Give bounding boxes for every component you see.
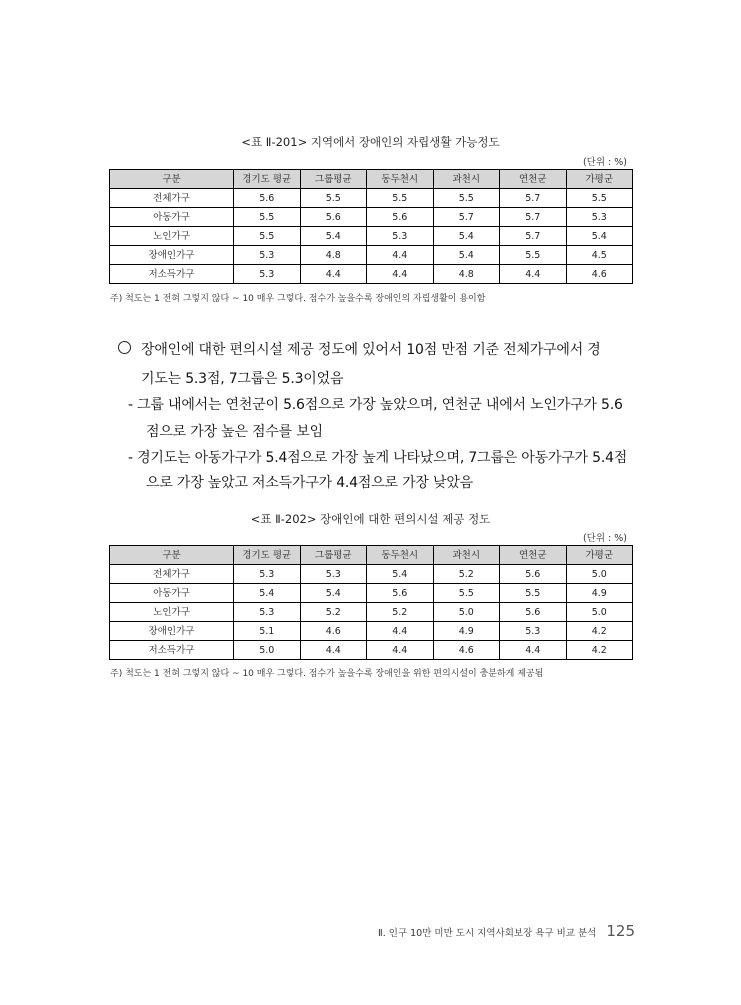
table2-header-cell: 연천군: [500, 546, 567, 565]
table-cell: 5.3: [234, 603, 301, 622]
table-cell: 4.4: [367, 246, 434, 265]
table-cell: 5.6: [367, 584, 434, 603]
table2: [109, 545, 633, 660]
table-cell: 4.2: [566, 641, 633, 660]
table-cell: 저소득가구: [110, 641, 234, 660]
page-number: 125: [606, 922, 635, 940]
table-cell: 5.6: [300, 208, 367, 227]
table-cell: 5.5: [500, 246, 567, 265]
table-cell: 4.4: [367, 641, 434, 660]
table1-header-cell: 연천군: [500, 170, 567, 189]
table-cell: 5.7: [433, 208, 500, 227]
table-cell: 5.6: [367, 208, 434, 227]
table-cell: 5.0: [566, 603, 633, 622]
table-cell: 5.0: [433, 603, 500, 622]
paragraph-line: - 그룹 내에서는 연천군이 5.6점으로 가장 높았으며, 연천군 내에서 노인가구가 5.6: [128, 397, 623, 413]
table-cell: 노인가구: [110, 603, 234, 622]
table-cell: 5.4: [367, 565, 434, 584]
table-cell: 5.5: [234, 208, 301, 227]
table-cell: 5.0: [566, 565, 633, 584]
table-cell: 4.5: [566, 246, 633, 265]
table2-header-row: [110, 546, 633, 565]
table-row: [110, 641, 633, 660]
table-row: [110, 565, 633, 584]
table-cell: 5.7: [500, 208, 567, 227]
paragraph-line: 기도는 5.3점, 7그룹은 5.3이었음: [141, 371, 344, 387]
table2-header-cell: 과천시: [433, 546, 500, 565]
table-cell: 5.3: [234, 246, 301, 265]
table-cell: 5.2: [300, 603, 367, 622]
paragraph-line: - 경기도는 아동가구가 5.4점으로 가장 높게 나타났으며, 7그룹은 아동가구가 5.4점: [128, 450, 628, 466]
table2-header-cell: 그룹평균: [300, 546, 367, 565]
table1-unit: (단위 : %): [582, 157, 627, 168]
table-cell: 4.4: [300, 641, 367, 660]
table-row: [110, 246, 633, 265]
table-cell: 5.5: [433, 189, 500, 208]
table-cell: 아동가구: [110, 584, 234, 603]
table-cell: 5.5: [367, 189, 434, 208]
table-cell: 5.3: [234, 565, 301, 584]
table-cell: 5.4: [234, 584, 301, 603]
table-cell: 4.8: [300, 246, 367, 265]
table-cell: 5.4: [300, 227, 367, 246]
table-cell: 4.9: [566, 584, 633, 603]
table-cell: 4.8: [433, 265, 500, 284]
table1-header-cell: 과천시: [433, 170, 500, 189]
table-cell: 5.2: [367, 603, 434, 622]
table-cell: 4.4: [500, 641, 567, 660]
table2-header-cell: 경기도 평균: [234, 546, 301, 565]
table2-note: 주) 척도는 1 전혀 그렇지 않다 ~ 10 매우 그렇다. 점수가 높을수록 장애인을 위한 편의시설이 충분하게 제공됨: [110, 669, 544, 679]
table-cell: 장애인가구: [110, 622, 234, 641]
table-cell: 5.3: [566, 208, 633, 227]
table-cell: 5.5: [500, 584, 567, 603]
table-cell: 전체가구: [110, 565, 234, 584]
table1-header-cell: 경기도 평균: [234, 170, 301, 189]
running-title: Ⅱ. 인구 10만 미만 도시 지역사회보장 욕구 비교 분석: [378, 928, 597, 939]
table1-header-row: [110, 170, 633, 189]
table-cell: 5.4: [433, 246, 500, 265]
table-cell: 노인가구: [110, 227, 234, 246]
table-cell: 5.5: [300, 189, 367, 208]
table-row: [110, 227, 633, 246]
table-cell: 5.0: [234, 641, 301, 660]
table-row: [110, 584, 633, 603]
table-cell: 4.4: [367, 622, 434, 641]
table-cell: 장애인가구: [110, 246, 234, 265]
table-cell: 5.5: [234, 227, 301, 246]
table-row: [110, 208, 633, 227]
table-cell: 5.6: [234, 189, 301, 208]
table-cell: 4.2: [566, 622, 633, 641]
table-cell: 4.4: [500, 265, 567, 284]
table-cell: 5.2: [433, 565, 500, 584]
table-cell: 4.6: [300, 622, 367, 641]
table-cell: 5.7: [500, 189, 567, 208]
table-cell: 저소득가구: [110, 265, 234, 284]
table-row: [110, 265, 633, 284]
table-cell: 5.4: [300, 584, 367, 603]
table1-note: 주) 척도는 1 전혀 그렇지 않다 ~ 10 매우 그렇다. 점수가 높을수록 장애인의 자립생활이 용이함: [110, 294, 486, 304]
table2-header-cell: 동두천시: [367, 546, 434, 565]
table-cell: 5.3: [367, 227, 434, 246]
paragraph-line: 장애인에 대한 편의시설 제공 정도에 있어서 10점 만점 기준 전체가구에서 경: [141, 342, 601, 358]
table1: [109, 169, 633, 284]
table1-header-cell: 구분: [110, 170, 234, 189]
table-cell: 4.6: [433, 641, 500, 660]
table-cell: 4.4: [367, 265, 434, 284]
table2-header-cell: 가평군: [566, 546, 633, 565]
table-cell: 5.5: [433, 584, 500, 603]
table2-caption: <표 Ⅱ-202> 장애인에 대한 편의시설 제공 정도: [250, 512, 491, 526]
table-cell: 5.4: [433, 227, 500, 246]
table-cell: 5.6: [500, 565, 567, 584]
table-cell: 5.5: [566, 189, 633, 208]
page-footer: [360, 922, 635, 940]
table1-header-cell: 동두천시: [367, 170, 434, 189]
table-row: [110, 189, 633, 208]
table-cell: 5.7: [500, 227, 567, 246]
table1-header-cell: 그룹평균: [300, 170, 367, 189]
circle-bullet-icon: [118, 341, 131, 354]
table-cell: 아동가구: [110, 208, 234, 227]
table-cell: 4.9: [433, 622, 500, 641]
table2-header-cell: 구분: [110, 546, 234, 565]
table-cell: 5.3: [500, 622, 567, 641]
table-cell: 4.4: [300, 265, 367, 284]
table2-unit: (단위 : %): [582, 533, 627, 544]
table-cell: 5.3: [234, 265, 301, 284]
table-cell: 전체가구: [110, 189, 234, 208]
table1-caption: <표 Ⅱ-201> 지역에서 장애인의 자립생활 가능정도: [241, 135, 500, 149]
table-cell: 5.4: [566, 227, 633, 246]
table-cell: 4.6: [566, 265, 633, 284]
table-cell: 5.1: [234, 622, 301, 641]
table-cell: 5.3: [300, 565, 367, 584]
table-row: [110, 603, 633, 622]
paragraph-line: 으로 가장 높았고 저소득가구가 4.4점으로 가장 낮았음: [146, 475, 473, 491]
table1-header-cell: 가평군: [566, 170, 633, 189]
table-row: [110, 622, 633, 641]
table-cell: 5.6: [500, 603, 567, 622]
paragraph-line: 점으로 가장 높은 점수를 보임: [146, 424, 323, 440]
